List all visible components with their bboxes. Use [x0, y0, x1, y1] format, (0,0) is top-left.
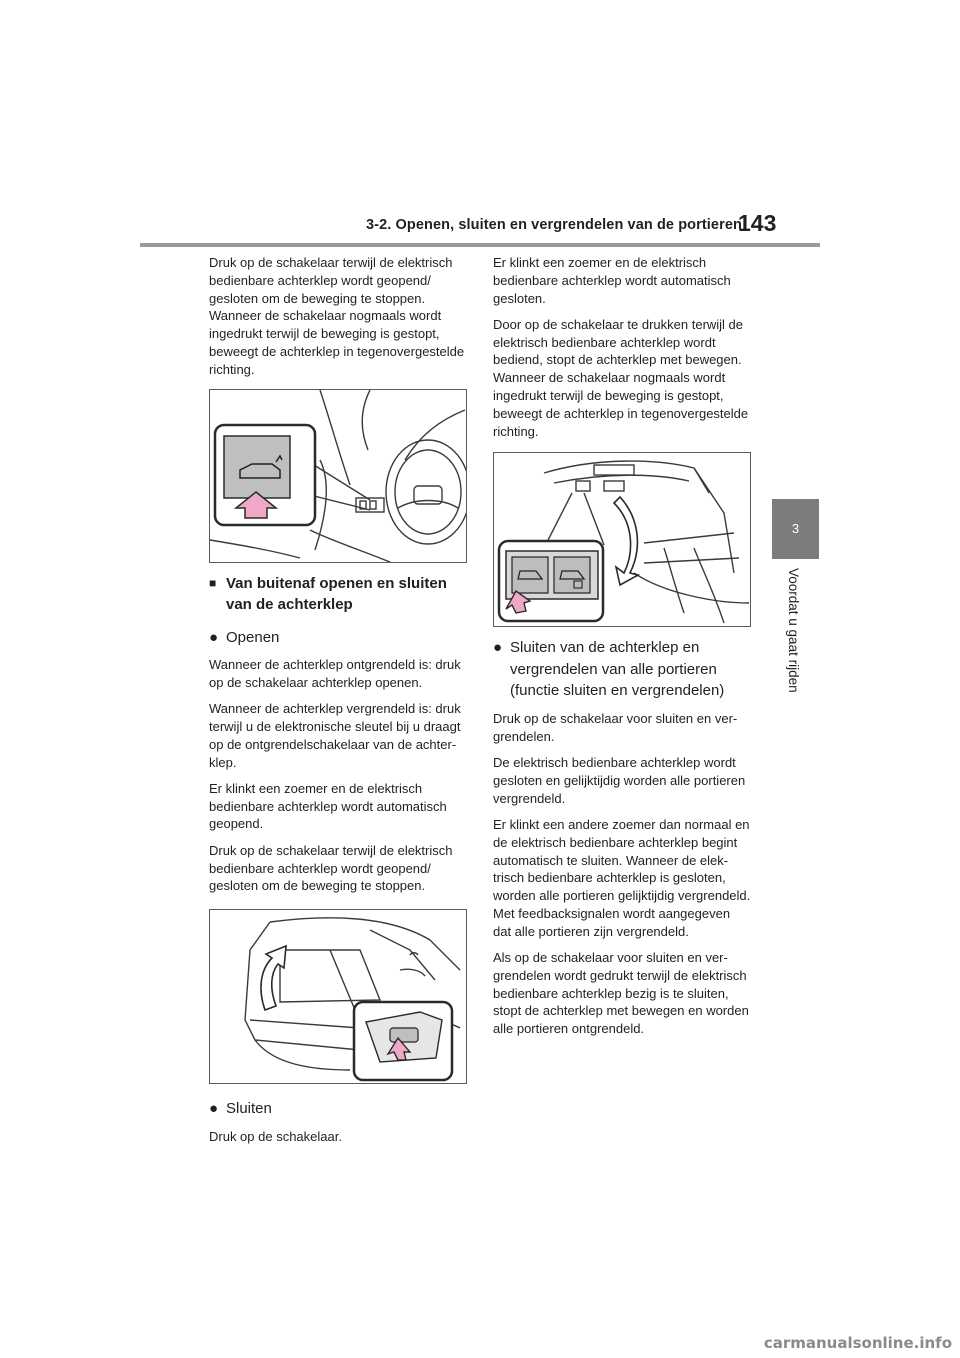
dashboard-switch-illustration: [209, 389, 467, 563]
round-bullet-icon: ●: [209, 1100, 219, 1118]
lock-paragraph-2: De elektrisch bedienbare achterklep wordt gesloten en gelijktijdig worden alle portieren vergrendeld.: [493, 755, 746, 806]
open-paragraph-2: Wanneer de achterklep vergrendeld is: druk terwijl u de elektronische sleutel bij u draagt op de ontgrendelschakelaar van de achter-klep.: [209, 701, 461, 770]
bullet-open: ● Openen: [209, 627, 467, 649]
section-title: 3-2. Openen, sluiten en vergrendelen van de portieren: [366, 217, 742, 233]
right-column: [493, 254, 751, 1047]
right-paragraph-1: Er klinkt een zoemer en de elektrisch bedienbare achterklep wordt automatisch gesloten.: [493, 255, 731, 306]
lock-paragraph-4: Als op de schakelaar voor sluiten en ver-grendelen wordt gedrukt terwijl de elektrisch bedienbare achterklep bezig is te sluiten, stopt de achterklep met bewegen en worden alle portieren ontgrendeld.: [493, 950, 749, 1037]
round-bullet-icon: ●: [209, 628, 219, 646]
chapter-tab: [772, 499, 819, 559]
left-column: [209, 254, 467, 1154]
hatch-close-lock-illustration: [493, 452, 751, 627]
page-number: 143: [738, 210, 777, 236]
header-divider: [140, 243, 820, 247]
lock-paragraph-3: Er klinkt een andere zoemer dan normaal en de elektrisch bedienbare achterklep begint automatisch te sluiten. Wanneer de elek-trisch bedienbare achterklep is gesloten, worden alle portieren gelijktijdig vergrendeld. Met feedbacksignalen wordt aangegeven dat alle portieren zijn vergrendeld.: [493, 816, 751, 939]
rear-hatch-open-illustration: [209, 909, 467, 1084]
bullet-close: ● Sluiten: [209, 1098, 467, 1120]
section-heading: ■ Van buitenaf openen en sluiten van de achterklep: [209, 574, 447, 613]
watermark: carmanualsonline.info: [763, 1334, 952, 1352]
open-paragraph-4: Druk op de schakelaar terwijl de elektrisch bedienbare achterklep wordt geopend/ gesloten om de beweging te stoppen.: [209, 842, 453, 894]
open-paragraph-3: Er klinkt een zoemer en de elektrisch bedienbare achterklep wordt automatisch geopend.: [209, 780, 447, 832]
lock-paragraph-1: Druk op de schakelaar voor sluiten en ver-grendelen.: [493, 710, 738, 744]
intro-paragraph: Druk op de schakelaar terwijl de elektrisch bedienbare achterklep wordt geopend/ gesloten om de beweging te stoppen. Wanneer de schakelaar nogmaals wordt ingedrukt terwijl de beweging is gestopt, beweegt de achterklep in tegenovergestelde richting.: [209, 255, 465, 377]
chapter-number: 3: [791, 521, 800, 536]
round-bullet-icon: ●: [493, 639, 503, 657]
bullet-close-and-lock: ● Sluiten van de achterklep en vergrendelen van alle portieren (functie sluiten en vergrendelen): [493, 637, 751, 702]
square-bullet-icon: ■: [209, 575, 217, 590]
chapter-title: Voordat u gaat rijden: [786, 568, 801, 693]
close-paragraph: Druk op de schakelaar.: [209, 1128, 342, 1144]
open-paragraph-1: Wanneer de achterklep ontgrendeld is: druk op de schakelaar achterklep openen.: [209, 657, 461, 690]
right-paragraph-2: Door op de schakelaar te drukken terwijl de elektrisch bedienbare achterklep wordt bediend, stopt de achterklep met bewegen. Wanneer de schakelaar nogmaals wordt ingedrukt terwijl de beweging is gestopt, beweegt de achterklep in tegenovergestelde richting.: [493, 316, 749, 439]
